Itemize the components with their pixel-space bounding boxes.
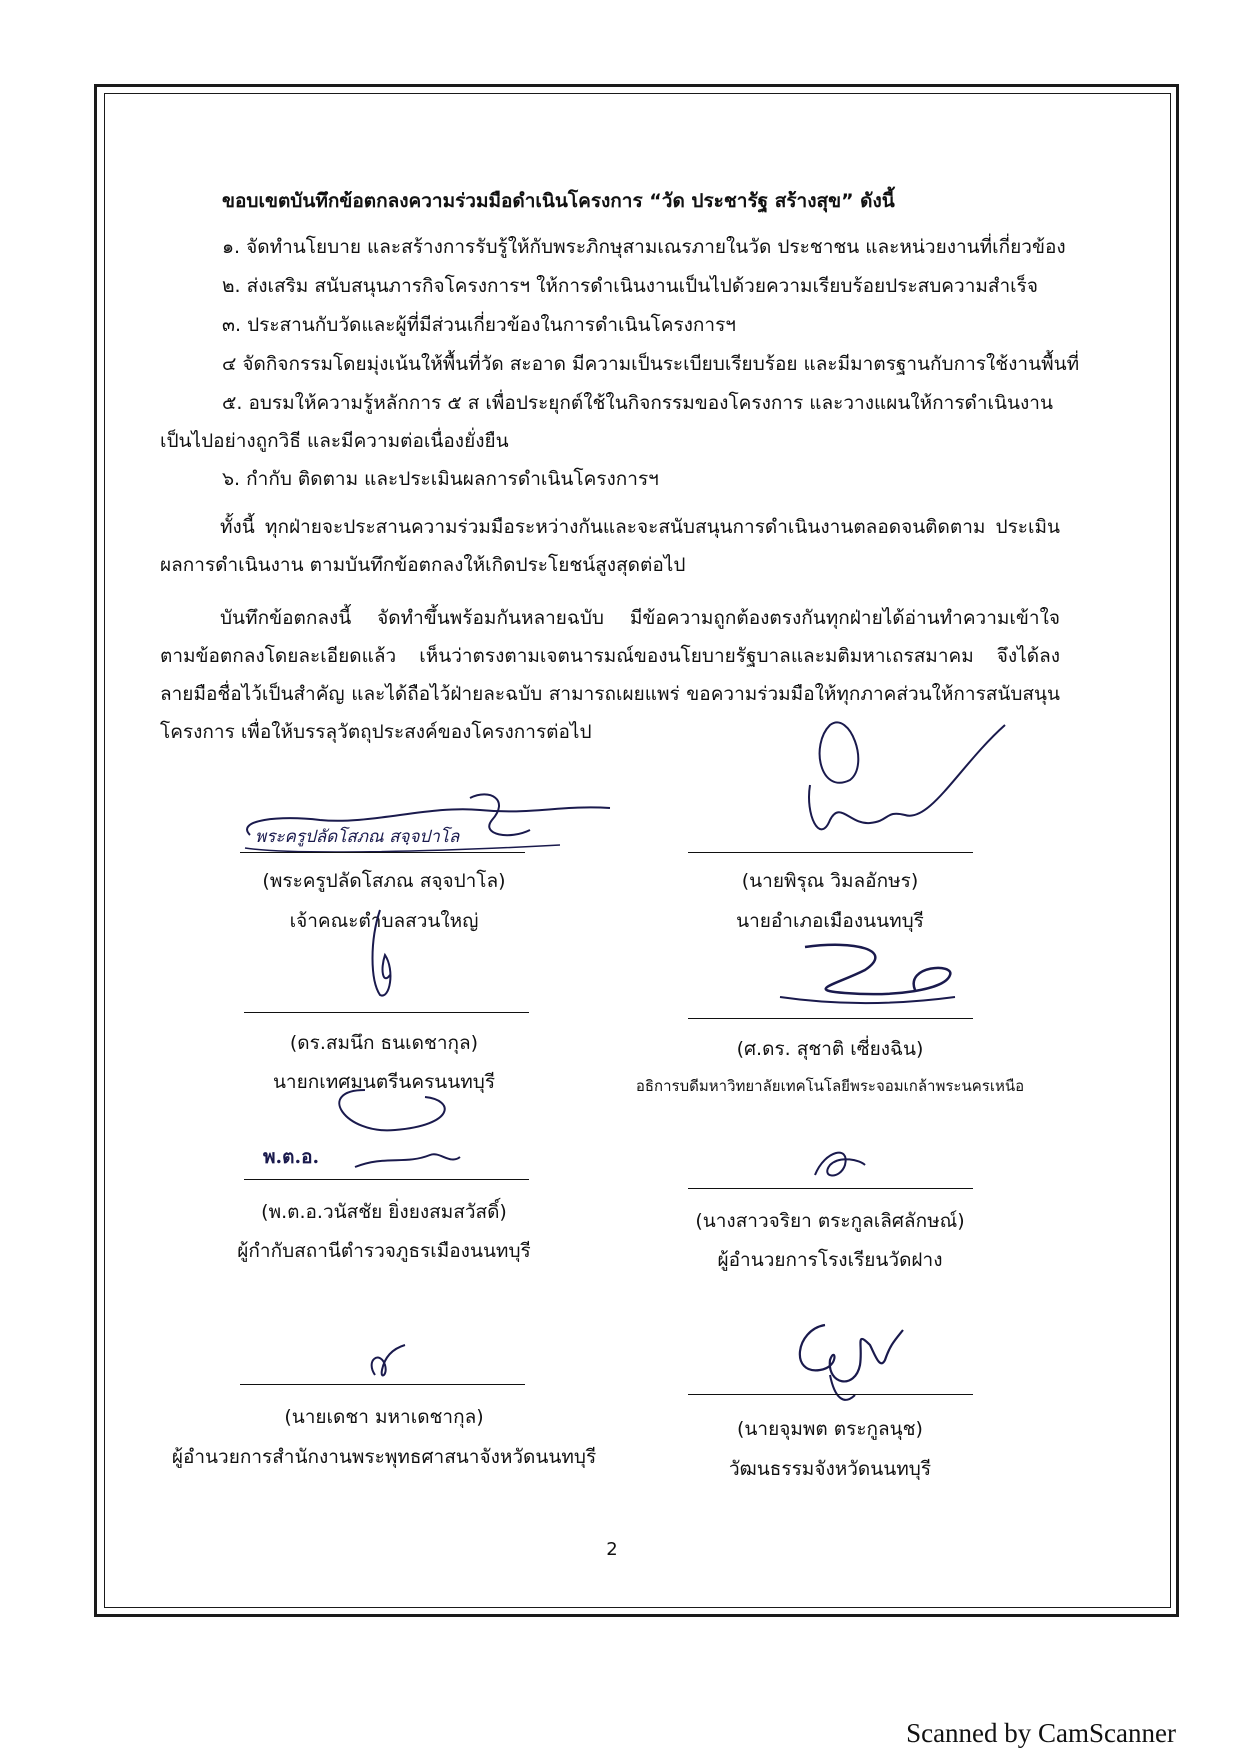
- signatory-1-name: (พระครูปลัดโสภณ สจฺจปาโล): [262, 870, 506, 892]
- signatory-4-name: (ศ.ดร. สุชาติ เซี่ยงฉิน): [736, 1038, 924, 1060]
- signatory-3-position: นายกเทศมนตรีนครนนทบุรี: [272, 1071, 496, 1093]
- signature-line-7: [240, 1384, 525, 1385]
- signature-line-4: [688, 1018, 973, 1019]
- scope-item-1: ๑. จัดทำนโยบาย และสร้างการรับรู้ให้กับพระภิกษุสามเณรภายในวัด ประชาชน และหน่วยงานที่เกี่ยวข้อง: [222, 236, 1066, 258]
- signature-2: [790, 705, 1010, 850]
- scope-item-6: ๖. กำกับ ติดตาม และประเมินผลการดำเนินโครงการฯ: [222, 468, 659, 490]
- signature-1: [230, 790, 630, 860]
- signature-1-text: พระครูปลัดโสภณ สจฺจปาโล: [255, 827, 460, 847]
- signature-line-5: [244, 1179, 529, 1180]
- scope-item-4: ๔ จัดกิจกรรมโดยมุ่งเน้นให้พื้นที่วัด สะอาด มีความเป็นระเบียบเรียบร้อย และมีมาตรฐานกับการใช้งานพื้นที่: [222, 353, 1080, 375]
- signatory-6-name: (นางสาวจริยา ตระกูลเลิศลักษณ์): [695, 1210, 965, 1232]
- signatory-6-position: ผู้อำนวยการโรงเรียนวัดฝาง: [717, 1249, 943, 1271]
- signature-5: [255, 1085, 485, 1175]
- signatory-5-position: ผู้กำกับสถานีตำรวจภูธรเมืองนนทบุรี: [237, 1240, 531, 1262]
- signatory-8-name: (นายจุมพต ตระกูลนุช): [737, 1418, 923, 1440]
- scope-item-5: ๕. อบรมให้ความรู้หลักการ ๕ ส เพื่อประยุกต์ใช้ในกิจกรรมของโครงการ และวางแผนให้การดำเนินงาน: [222, 392, 1053, 414]
- signatory-7-name: (นายเดชา มหาเดชากุล): [284, 1406, 484, 1428]
- agreement-scope-heading: ขอบเขตบันทึกข้อตกลงความร่วมมือดำเนินโครงการ “วัด ประชารัฐ สร้างสุข” ดังนี้: [222, 190, 895, 212]
- page-number: 2: [606, 1539, 618, 1560]
- signatory-2-position: นายอำเภอเมืองนนทบุรี: [736, 910, 924, 932]
- signature-line-6: [688, 1188, 973, 1189]
- signature-7: [360, 1340, 410, 1385]
- signature-line-8: [688, 1394, 973, 1395]
- signatory-4-position: อธิการบดีมหาวิทยาลัยเทคโนโลยีพระจอมเกล้าพระนครเหนือ: [635, 1077, 1025, 1095]
- signatory-5-name: (พ.ต.อ.วนัสชัย ยิ่งยงสมสวัสดิ์): [261, 1201, 507, 1223]
- scanner-watermark: Scanned by CamScanner: [906, 1718, 1176, 1748]
- signature-line-2: [688, 852, 973, 853]
- signature-3: [355, 900, 415, 1010]
- signature-6: [805, 1140, 875, 1190]
- signature-4: [775, 935, 960, 1015]
- signature-line-3: [244, 1012, 529, 1013]
- paragraph-cooperation: ทั้งนี้ ทุกฝ่ายจะประสานความร่วมมือระหว่างกันและจะสนับสนุนการดำเนินงานตลอดจนติดตาม ประเมินผลการดำเนินงาน ตามบันทึกข้อตกลงให้เกิดประโยชน์สูงสุดต่อไป: [160, 516, 1060, 576]
- signatory-2-name: (นายพิรุณ วิมลอักษร): [741, 870, 919, 892]
- paragraph-memorandum: บันทึกข้อตกลงนี้ จัดทำขึ้นพร้อมกันหลายฉบับ มีข้อความถูกต้องตรงกันทุกฝ่ายได้อ่านทำความเข้าใจ ตามข้อตกลงโดยละเอียดแล้ว เห็นว่าตรงตามเจตนารมณ์ของนโยบายรัฐบาลและมติมหาเถรสมาคม จึงได้ลงลายมือชื่อไว้เป็นสำคัญ และได้ถือไว้ฝ่ายละฉบับ สามารถเผยแพร่ ขอความร่วมมือให้ทุกภาคส่วนให้การสนับสนุนโครงการ เพื่อให้บรรลุวัตถุประสงค์ของโครงการต่อไป: [160, 607, 1060, 743]
- signatory-3-name: (ดร.สมนึก ธนเดชากุล): [289, 1032, 479, 1054]
- signature-line-1: [240, 852, 525, 853]
- signatory-7-position: ผู้อำนวยการสำนักงานพระพุทธศาสนาจังหวัดนนทบุรี: [171, 1446, 597, 1468]
- scope-item-5-continued: เป็นไปอย่างถูกวิธี และมีความต่อเนื่องยั่งยืน: [160, 430, 509, 452]
- signatory-1-position: เจ้าคณะตำบลสวนใหญ่: [289, 910, 479, 932]
- scope-item-3: ๓. ประสานกับวัดและผู้ที่มีส่วนเกี่ยวข้องในการดำเนินโครงการฯ: [222, 314, 736, 336]
- signatory-8-position: วัฒนธรรมจังหวัดนนทบุรี: [728, 1458, 932, 1480]
- scope-item-2: ๒. ส่งเสริม สนับสนุนภารกิจโครงการฯ ให้การดำเนินงานเป็นไปด้วยความเรียบร้อยประสบความสำเร็จ: [222, 275, 1038, 297]
- signature-8: [785, 1315, 920, 1405]
- signature-5-text: พ.ต.อ.: [263, 1146, 320, 1168]
